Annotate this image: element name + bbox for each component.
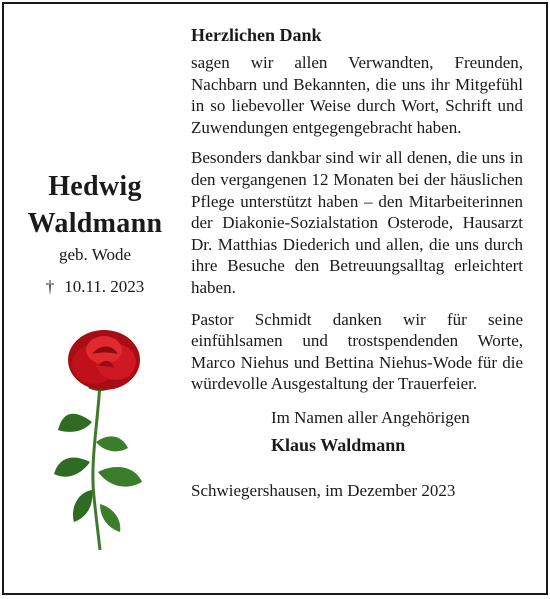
cross-icon: †	[45, 277, 55, 296]
rose-icon	[40, 322, 190, 554]
rose-stem	[93, 382, 100, 550]
rose-leaf	[98, 467, 142, 487]
death-line	[4, 276, 186, 298]
heading: Herzlichen Dank	[191, 25, 322, 45]
paragraph: Pastor Schmidt danken wir für seine einfühlsamen und trostspendenden Worte, Marco Niehus und Bettina Niehus-Wode für die würdevolle Ausgestaltung der Trauerfeier.	[191, 309, 523, 394]
death-date: 10.11. 2023	[64, 277, 145, 296]
rose-leaf	[58, 414, 92, 432]
obituary-card	[2, 2, 548, 595]
thanks-text	[191, 24, 523, 502]
rose-leaf	[100, 504, 120, 532]
rose-leaf	[54, 458, 90, 477]
paragraph: sagen wir allen Verwandten, Freunden, Nachbarn und Bekannten, die uns ihr Mitgefühl in so liebevoller Weise durch Wort, Schrift und Zuwendungen entgegengebracht haben.	[191, 53, 523, 137]
rose-leaf	[96, 436, 128, 451]
last-name: Waldmann	[27, 208, 163, 239]
paragraph: Besonders dankbar sind wir all denen, die uns in den vergangenen 12 Monaten bei der häuslichen Pflege unterstützt haben – den Mitarbeiterinnen der Diakonie-Sozialstation Osterode, Hausarzt Dr. Matthias Diederich und allen, die uns durch ihre Besuche den Betreuungsalltag erleichtert haben.	[191, 148, 523, 297]
first-name: Hedwig	[48, 171, 142, 202]
rose-leaf	[73, 490, 92, 522]
maiden-name: geb. Wode	[59, 245, 131, 264]
left-column	[4, 4, 186, 593]
closing-line: Im Namen aller Angehörigen	[271, 407, 470, 427]
signer-name: Klaus Waldmann	[271, 434, 406, 455]
place-date: Schwiegershausen, im Dezember 2023	[191, 481, 456, 501]
